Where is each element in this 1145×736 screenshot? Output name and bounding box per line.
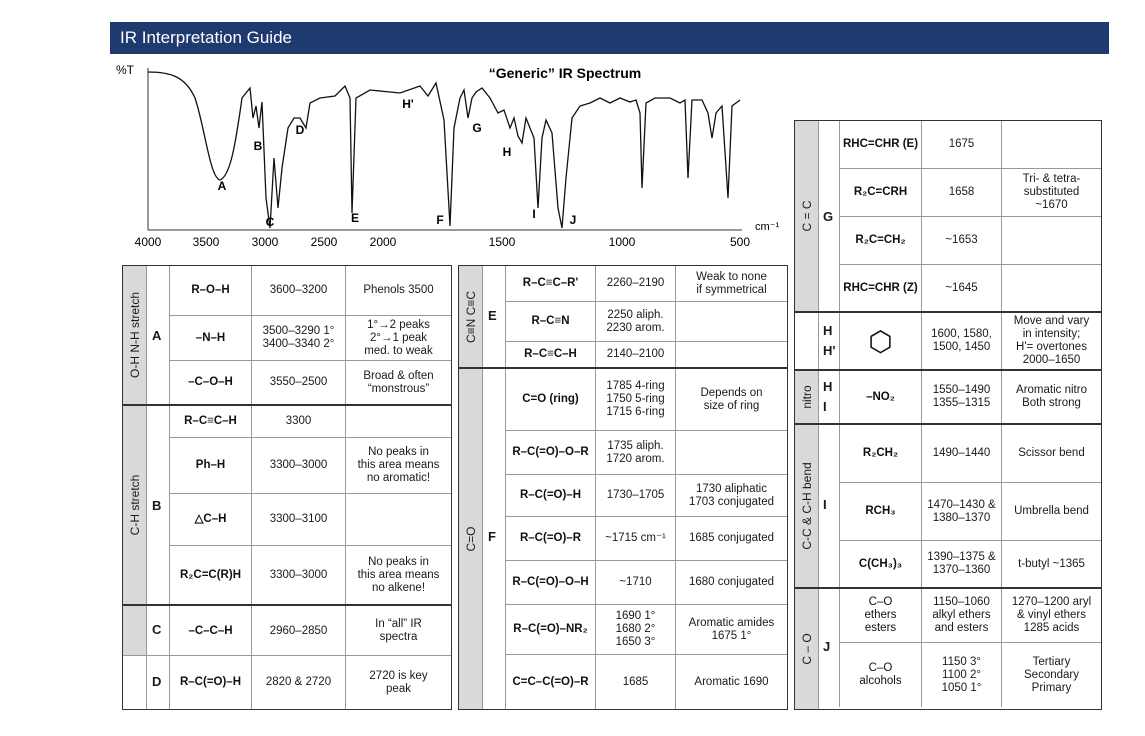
group-c (123, 606, 451, 656)
group-label (123, 606, 147, 655)
group-letter: G (823, 209, 834, 224)
frequency: 1735 aliph. 1720 arom. (595, 431, 675, 474)
note: 1730 aliphatic 1703 conjugated (675, 475, 787, 516)
note: No peaks in this area means no aromatic! (345, 438, 451, 493)
x-tick-label: 2500 (310, 235, 338, 249)
frequency: 1730–1705 (595, 475, 675, 516)
structure: R₂C=CRH (839, 169, 921, 216)
group-letter: C (152, 622, 162, 637)
structure: R–C≡C–H (505, 342, 595, 367)
frequency: 3500–3290 1° 3400–3340 2° (251, 316, 345, 360)
table-row (169, 494, 451, 546)
note: 1685 conjugated (675, 517, 787, 560)
group-label: C≡N C≡C (459, 266, 483, 367)
note (345, 494, 451, 545)
note: In “all” IR spectra (345, 606, 451, 656)
group-label: O-H N-H stretch (123, 266, 147, 404)
frequency: 1550–1490 1355–1315 (921, 371, 1001, 423)
note: Depends on size of ring (675, 369, 787, 430)
note: 2720 is key peak (345, 656, 451, 709)
structure: C–O ethers esters (839, 589, 921, 642)
frequency: ~1653 (921, 217, 1001, 264)
structure: C=C–C(=O)–R (505, 655, 595, 709)
group-label (123, 656, 147, 709)
group-d (123, 656, 451, 709)
group-label (795, 313, 819, 369)
structure: R–C(=O)–O–R (505, 431, 595, 474)
frequency: ~1645 (921, 265, 1001, 311)
peak-label: G (472, 121, 482, 135)
note: No peaks in this area means no alkene! (345, 546, 451, 604)
group-letter: B (152, 498, 162, 513)
frequency: 3300–3100 (251, 494, 345, 545)
frequency: 2820 & 2720 (251, 656, 345, 709)
frequency: 1675 (921, 121, 1001, 168)
peak-label: C (265, 215, 275, 229)
table-row (505, 302, 787, 342)
structure: C–O alcohols (839, 643, 921, 707)
structure: –N–H (169, 316, 251, 360)
structure: R–C≡N (505, 302, 595, 341)
table-row (839, 121, 1101, 169)
peak-label: A (217, 179, 227, 193)
table-row (169, 406, 451, 438)
table-row (169, 656, 451, 709)
note: Tri- & tetra- substituted ~1670 (1001, 169, 1101, 216)
structure: R–C≡C–H (169, 406, 251, 437)
frequency: 1470–1430 & 1380–1370 (921, 483, 1001, 540)
peak-label: H (502, 145, 512, 159)
group-label: C-H stretch (123, 406, 147, 604)
frequency: 3300–3000 (251, 438, 345, 493)
peak-label: F (436, 213, 444, 227)
group-letter: J (823, 639, 831, 654)
group-a (123, 266, 451, 406)
structure: C(CH₃)₃ (839, 541, 921, 587)
structure: –NO₂ (839, 371, 921, 423)
table-row (169, 438, 451, 494)
table-row (169, 546, 451, 604)
frequency: 2250 aliph. 2230 arom. (595, 302, 675, 341)
note: Aromatic nitro Both strong (1001, 371, 1101, 423)
group-letter: I (823, 497, 827, 512)
spectrum-title: “Generic” IR Spectrum (488, 65, 642, 81)
table-row (839, 541, 1101, 587)
structure: R–C(=O)–H (505, 475, 595, 516)
frequency: ~1710 (595, 561, 675, 604)
x-tick-label: 1500 (488, 235, 516, 249)
table-row (505, 266, 787, 302)
note: Scissor bend (1001, 425, 1101, 482)
note: Phenols 3500 (345, 266, 451, 315)
table-row (505, 517, 787, 561)
structure: C=O (ring) (505, 369, 595, 430)
table-row (505, 561, 787, 605)
note: Umbrella bend (1001, 483, 1101, 540)
table-oh-nh-ch (122, 265, 452, 710)
frequency: 2140–2100 (595, 342, 675, 367)
group-j (795, 589, 1101, 709)
note (1001, 121, 1101, 168)
peak-label: J (569, 213, 577, 227)
structure: R₂C=CH₂ (839, 217, 921, 264)
table-row (839, 483, 1101, 541)
note: Tertiary Secondary Primary (1001, 643, 1101, 707)
structure: –C–C–H (169, 606, 251, 656)
group-h (795, 313, 1101, 371)
table-row (169, 316, 451, 361)
table-row (505, 605, 787, 655)
note: Aromatic amides 1675 1° (675, 605, 787, 654)
frequency: 2260–2190 (595, 266, 675, 301)
y-axis-label: %T (116, 63, 134, 77)
structure: R–C(=O)–NR₂ (505, 605, 595, 654)
table-row (839, 643, 1101, 707)
structure: R₂C=C(R)H (169, 546, 251, 604)
table-row (169, 606, 451, 656)
benzene-icon: ⬡ (839, 313, 921, 369)
x-axis-unit: cm⁻¹ (755, 221, 780, 233)
group-label: C-C & C-H bend (795, 425, 819, 587)
table-row (505, 431, 787, 475)
header-bar (110, 22, 1109, 54)
table-row (839, 371, 1101, 423)
group-e (459, 266, 787, 369)
note (345, 406, 451, 437)
note (675, 342, 787, 367)
group-b (123, 406, 451, 606)
structure: RCH₃ (839, 483, 921, 540)
group-g (795, 121, 1101, 313)
frequency: 1685 (595, 655, 675, 709)
frequency: 1690 1° 1680 2° 1650 3° (595, 605, 675, 654)
peak-label: D (295, 123, 305, 137)
note: 1°→2 peaks 2°→1 peak med. to weak (345, 316, 451, 360)
peak-label: H' (402, 97, 414, 111)
group-letter: D (152, 674, 162, 689)
group-i (795, 425, 1101, 589)
structure: RHC=CHR (E) (839, 121, 921, 168)
note: Weak to none if symmetrical (675, 266, 787, 301)
frequency: 2960–2850 (251, 606, 345, 656)
table-row (839, 217, 1101, 265)
note: Aromatic 1690 (675, 655, 787, 709)
note (1001, 265, 1101, 311)
structure: R–C≡C–R' (505, 266, 595, 301)
frequency: 1600, 1580, 1500, 1450 (921, 313, 1001, 369)
table-row (839, 265, 1101, 311)
structure: R–C(=O)–H (169, 656, 251, 709)
group-letter: H I (823, 379, 833, 414)
frequency: 1490–1440 (921, 425, 1001, 482)
x-tick-label: 4000 (134, 235, 162, 249)
group-letter: A (152, 328, 162, 343)
frequency: 3300–3000 (251, 546, 345, 604)
group-f (459, 369, 787, 709)
frequency: 3550–2500 (251, 361, 345, 404)
table-row (839, 313, 1101, 369)
table-row (505, 369, 787, 431)
note (675, 431, 787, 474)
x-axis-ticks (135, 235, 751, 249)
structure: RHC=CHR (Z) (839, 265, 921, 311)
x-tick-label: 500 (729, 235, 751, 249)
structure: R₂CH₂ (839, 425, 921, 482)
table-triple-carbonyl (458, 265, 788, 710)
table-alkene-bend-co (794, 120, 1102, 710)
frequency: 3300 (251, 406, 345, 437)
ir-spectrum-chart (110, 58, 780, 258)
table-row (839, 589, 1101, 643)
table-row (505, 475, 787, 517)
table-row (169, 361, 451, 404)
group-letter: F (488, 529, 496, 544)
page-title: IR Interpretation Guide (120, 28, 292, 47)
frequency: 1150 3° 1100 2° 1050 1° (921, 643, 1001, 707)
table-row (505, 342, 787, 367)
frequency: 1658 (921, 169, 1001, 216)
table-row (839, 425, 1101, 483)
group-letter: H H' (823, 323, 836, 358)
note: 1270–1200 aryl & vinyl ethers 1285 acids (1001, 589, 1101, 642)
peak-label: B (253, 139, 263, 153)
group-label: C = C (795, 121, 819, 311)
structure: R–O–H (169, 266, 251, 315)
table-row (505, 655, 787, 709)
group-label: C – O (795, 589, 819, 709)
x-tick-label: 1000 (608, 235, 636, 249)
frequency: ~1715 cm⁻¹ (595, 517, 675, 560)
table-row (169, 266, 451, 316)
frequency: 1785 4-ring 1750 5-ring 1715 6-ring (595, 369, 675, 430)
x-tick-label: 3500 (192, 235, 220, 249)
group-label: C=O (459, 369, 483, 709)
note: Broad & often “monstrous” (345, 361, 451, 404)
note: Move and vary in intensity; H'= overtones 2000–1650 (1001, 313, 1101, 369)
spectrum-trace (148, 72, 740, 228)
group-letter: E (488, 308, 497, 323)
structure: △C–H (169, 494, 251, 545)
structure: –C–O–H (169, 361, 251, 404)
group-nitro (795, 371, 1101, 425)
structure: Ph–H (169, 438, 251, 493)
x-tick-label: 2000 (369, 235, 397, 249)
structure: R–C(=O)–O–H (505, 561, 595, 604)
frequency: 3600–3200 (251, 266, 345, 315)
table-row (839, 169, 1101, 217)
note (1001, 217, 1101, 264)
x-tick-label: 3000 (251, 235, 279, 249)
frequency: 1390–1375 & 1370–1360 (921, 541, 1001, 587)
structure: R–C(=O)–R (505, 517, 595, 560)
note: t-butyl ~1365 (1001, 541, 1101, 587)
peak-label: E (350, 211, 360, 225)
note (675, 302, 787, 341)
frequency: 1150–1060 alkyl ethers and esters (921, 589, 1001, 642)
peak-label: I (532, 207, 536, 221)
note: 1680 conjugated (675, 561, 787, 604)
group-label: nitro (795, 371, 819, 423)
